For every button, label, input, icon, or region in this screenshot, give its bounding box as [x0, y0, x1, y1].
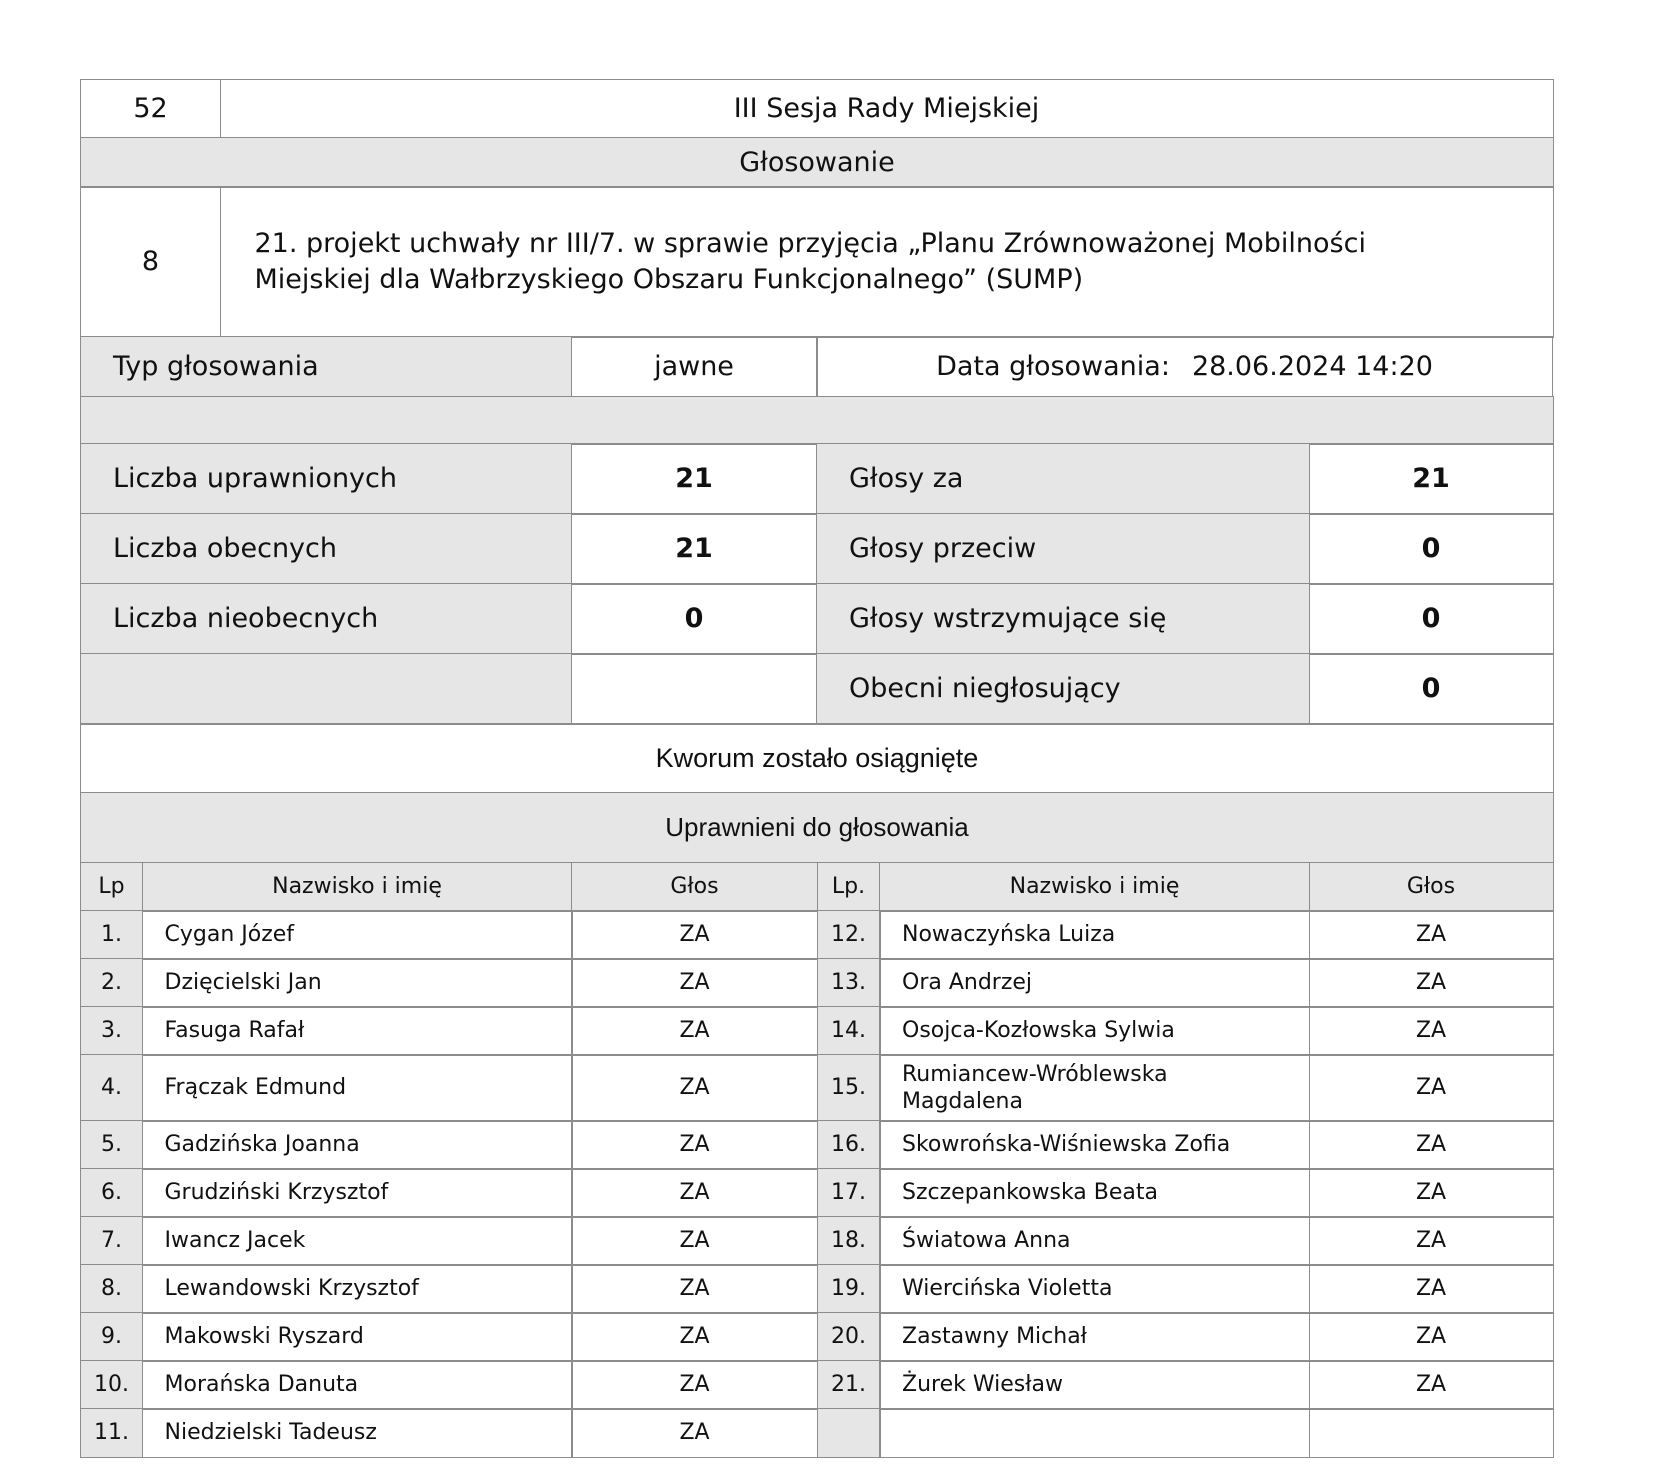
row-lp-right: 13. — [817, 958, 881, 1008]
vote-type-value: jawne — [571, 336, 818, 398]
row-name-right — [879, 1006, 1310, 1056]
row-lp-left: 2. — [80, 958, 143, 1008]
row-name-left: Dzięcielski Jan — [142, 958, 573, 1008]
row-vote-left: ZA — [571, 1360, 818, 1410]
quorum-row — [80, 723, 1554, 792]
item-subject-line-1: 21. projekt uchwały nr III/7. w sprawie przyjęcia „Planu Zrównoważonej Mobilności — [254, 227, 1366, 259]
present-value: 21 — [571, 513, 818, 585]
row-name-left: Grudziński Krzysztof — [142, 1168, 573, 1218]
row-vote-left: ZA — [571, 1054, 818, 1122]
voters-table-header — [80, 862, 1554, 910]
row-name-left: Fasuga Rafał — [142, 1006, 573, 1056]
row-lp-right: 14. — [817, 1006, 881, 1056]
item-number: 8 — [80, 186, 221, 338]
row-lp-right: 20. — [817, 1312, 881, 1362]
row-name-right — [879, 1264, 1310, 1314]
row-lp-left: 6. — [80, 1168, 143, 1218]
row-lp-left: 5. — [80, 1120, 143, 1170]
voters-table-body — [80, 910, 1554, 1456]
row-vote-right: ZA — [1309, 1054, 1554, 1122]
row-name-right-line-1: Zastawny Michał — [902, 1324, 1087, 1350]
table-row — [80, 1120, 1554, 1168]
voting-report — [80, 79, 1554, 1456]
row-lp-right: 19. — [817, 1264, 881, 1314]
item-subject-line-2: Miejskiej dla Wałbrzyskiego Obszaru Funkcjonalnego” (SUMP) — [254, 263, 1084, 295]
page-number: 52 — [80, 79, 221, 139]
row-vote-right — [1309, 1408, 1554, 1458]
row-name-left: Iwancz Jacek — [142, 1216, 573, 1266]
row-vote-left: ZA — [571, 1264, 818, 1314]
abstain-label: Głosy wstrzymujące się — [816, 583, 1310, 655]
row-name-right — [879, 1312, 1310, 1362]
row-lp-left: 7. — [80, 1216, 143, 1266]
session-title: III Sesja Rady Miejskiej — [220, 79, 1554, 139]
row-lp-right: 15. — [817, 1054, 881, 1122]
vote-date-value: 28.06.2024 14:20 — [1191, 351, 1433, 383]
row-vote-left: ZA — [571, 958, 818, 1008]
row-vote-left: ZA — [571, 1312, 818, 1362]
table-row — [80, 1168, 1554, 1216]
voters-section-title: Uprawnieni do głosowania — [80, 792, 1554, 864]
row-name-right-line-1: Rumiancew-Wróblewska — [902, 1061, 1168, 1087]
absent-value: 0 — [571, 583, 818, 655]
row-lp-left: 10. — [80, 1360, 143, 1410]
stats-row-3 — [80, 583, 1554, 653]
row-vote-right: ZA — [1309, 1168, 1554, 1218]
session-header-row — [80, 79, 1554, 137]
row-name-right — [879, 958, 1310, 1008]
absent-label: Liczba nieobecnych — [80, 583, 572, 655]
row-name-left: Morańska Danuta — [142, 1360, 573, 1410]
row-vote-left: ZA — [571, 1216, 818, 1266]
row-lp-left: 1. — [80, 910, 143, 960]
row-name-left: Makowski Ryszard — [142, 1312, 573, 1362]
row-name-right — [879, 1360, 1310, 1410]
row-name-right-line-1: Skowrońska-Wiśniewska Zofia — [902, 1132, 1231, 1158]
eligible-label: Liczba uprawnionych — [80, 443, 572, 515]
spacer-cell — [80, 396, 1554, 445]
header-name-left: Nazwisko i imię — [142, 862, 573, 912]
eligible-value: 21 — [571, 443, 818, 515]
empty-value-cell — [571, 653, 818, 725]
row-name-left: Lewandowski Krzysztof — [142, 1264, 573, 1314]
votes-for-value: 21 — [1309, 443, 1554, 515]
table-row — [80, 1312, 1554, 1360]
row-vote-left: ZA — [571, 1006, 818, 1056]
row-vote-left: ZA — [571, 1408, 818, 1458]
row-name-left: Frączak Edmund — [142, 1054, 573, 1122]
table-row — [80, 1408, 1554, 1456]
stats-row-2 — [80, 513, 1554, 583]
table-row — [80, 1006, 1554, 1054]
row-name-right-line-1: Szczepankowska Beata — [902, 1180, 1158, 1206]
table-row — [80, 910, 1554, 958]
row-name-right-line-2: Magdalena — [902, 1088, 1023, 1114]
row-name-right — [879, 1054, 1310, 1122]
vote-type-row — [80, 336, 1554, 396]
row-vote-left: ZA — [571, 1120, 818, 1170]
abstain-value: 0 — [1309, 583, 1554, 655]
voters-title-row — [80, 792, 1554, 862]
present-label: Liczba obecnych — [80, 513, 572, 585]
row-name-right-line-1: Wiercińska Violetta — [902, 1276, 1113, 1302]
row-lp-left: 11. — [80, 1408, 143, 1458]
row-name-right-line-1: Nowaczyńska Luiza — [902, 922, 1116, 948]
row-lp-left: 3. — [80, 1006, 143, 1056]
row-lp-right — [817, 1408, 881, 1458]
row-name-right-line-1: Osojca-Kozłowska Sylwia — [902, 1018, 1175, 1044]
row-name-right-line-1: Żurek Wiesław — [902, 1372, 1063, 1398]
table-row — [80, 1360, 1554, 1408]
row-vote-right: ZA — [1309, 1120, 1554, 1170]
row-vote-right: ZA — [1309, 1360, 1554, 1410]
row-name-right-line-1: Światowa Anna — [902, 1228, 1071, 1254]
section-label: Głosowanie — [80, 137, 1554, 188]
spacer-row — [80, 396, 1554, 443]
vote-date — [816, 336, 1553, 398]
row-vote-right: ZA — [1309, 1264, 1554, 1314]
table-row — [80, 1054, 1554, 1120]
row-name-right — [879, 1216, 1310, 1266]
vote-date-label: Data głosowania: — [936, 351, 1170, 383]
header-vote-right: Głos — [1309, 862, 1554, 912]
header-name-right: Nazwisko i imię — [879, 862, 1310, 912]
row-vote-right: ZA — [1309, 1006, 1554, 1056]
stats-row-4 — [80, 653, 1554, 723]
row-name-right-line-1: Ora Andrzej — [902, 970, 1033, 996]
votes-against-label: Głosy przeciw — [816, 513, 1310, 585]
row-name-right — [879, 910, 1310, 960]
row-lp-left: 4. — [80, 1054, 143, 1122]
row-name-left: Niedzielski Tadeusz — [142, 1408, 573, 1458]
row-vote-right: ZA — [1309, 1216, 1554, 1266]
present-not-voting-value: 0 — [1309, 653, 1554, 725]
row-vote-left: ZA — [571, 1168, 818, 1218]
stats-row-1 — [80, 443, 1554, 513]
row-vote-right: ZA — [1309, 1312, 1554, 1362]
table-row — [80, 1264, 1554, 1312]
table-row — [80, 1216, 1554, 1264]
section-label-row — [80, 137, 1554, 186]
row-vote-right: ZA — [1309, 910, 1554, 960]
row-lp-left: 8. — [80, 1264, 143, 1314]
header-lp-left: Lp — [80, 862, 143, 912]
row-name-right — [879, 1168, 1310, 1218]
votes-against-value: 0 — [1309, 513, 1554, 585]
row-lp-right: 12. — [817, 910, 881, 960]
row-lp-left: 9. — [80, 1312, 143, 1362]
row-name-left: Cygan Józef — [142, 910, 573, 960]
vote-type-label: Typ głosowania — [80, 336, 572, 398]
row-lp-right: 17. — [817, 1168, 881, 1218]
item-subject — [220, 186, 1554, 338]
row-name-left: Gadzińska Joanna — [142, 1120, 573, 1170]
votes-for-label: Głosy za — [816, 443, 1310, 515]
header-lp-right: Lp. — [817, 862, 881, 912]
quorum-text: Kworum zostało osiągnięte — [80, 723, 1554, 794]
row-lp-right: 21. — [817, 1360, 881, 1410]
row-vote-left: ZA — [571, 910, 818, 960]
empty-label-cell — [80, 653, 572, 725]
table-row — [80, 958, 1554, 1006]
row-name-right — [879, 1120, 1310, 1170]
header-vote-left: Głos — [571, 862, 818, 912]
row-vote-right: ZA — [1309, 958, 1554, 1008]
row-lp-right: 18. — [817, 1216, 881, 1266]
item-row — [80, 186, 1554, 336]
row-lp-right: 16. — [817, 1120, 881, 1170]
row-name-right — [879, 1408, 1310, 1458]
present-not-voting-label: Obecni niegłosujący — [816, 653, 1310, 725]
